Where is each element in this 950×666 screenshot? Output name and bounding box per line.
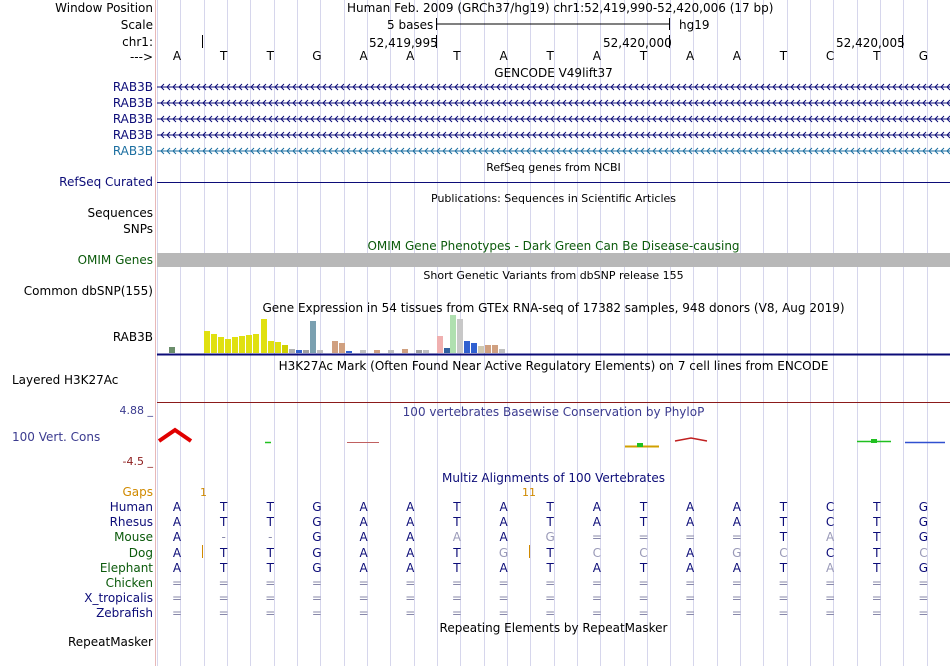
gencode-gene-label[interactable]: RAB3B	[112, 144, 153, 158]
gtex-bar	[289, 349, 295, 353]
alignment-base: A	[172, 560, 182, 575]
alignment-base: A	[359, 560, 368, 575]
base-letter: A	[499, 49, 508, 63]
alignment-base: A	[359, 545, 368, 560]
alignment-base: G	[312, 545, 322, 560]
alignment-base: A	[172, 530, 182, 545]
gtex-bar	[303, 350, 309, 353]
repeatmasker-label[interactable]: RepeatMasker	[67, 635, 153, 649]
alignment-base: =	[218, 606, 229, 621]
base-letter: A	[686, 49, 695, 63]
gencode-gene-label[interactable]: RAB3B	[112, 80, 153, 94]
alignment-base: T	[546, 500, 554, 514]
alignment-base: =	[685, 530, 696, 545]
base-letter: C	[825, 49, 835, 63]
gtex-bar	[339, 343, 345, 353]
gap-count: 11	[522, 486, 536, 499]
alignment-base: A	[732, 500, 741, 514]
window-position-label: Window Position	[55, 1, 153, 15]
alignment-base: T	[453, 500, 461, 514]
alignment-base: =	[405, 591, 416, 606]
omim-track-title[interactable]: OMIM Gene Phenotypes - Dark Green Can Be Disease-causing	[367, 239, 740, 253]
label-divider	[155, 0, 156, 666]
base-letter: A	[592, 49, 601, 63]
base-letter: T	[266, 49, 274, 63]
alignment-base: T	[219, 515, 228, 530]
alignment-base: =	[545, 591, 556, 606]
alignment-base: T	[219, 545, 228, 560]
alignment-base: A	[359, 515, 368, 530]
phylop-mark	[871, 439, 877, 443]
gtex-bar	[246, 335, 252, 353]
alignment-base: =	[685, 576, 696, 590]
alignment-base: A	[172, 500, 182, 514]
alignment-base: =	[871, 606, 882, 621]
alignment-base: T	[266, 545, 274, 560]
alignment-base: C	[825, 545, 835, 560]
species-label[interactable]: Rhesus	[109, 515, 153, 530]
alignment-base: A	[359, 530, 368, 545]
gtex-bar	[437, 336, 443, 353]
alignment-base: =	[358, 606, 369, 621]
repeatmasker-track-title[interactable]: Repeating Elements by RepeatMasker	[439, 621, 668, 635]
gap-count: 1	[200, 486, 207, 499]
gtex-bar	[423, 350, 429, 353]
scale-bar-text: 5 bases	[387, 18, 434, 32]
alignment-base: A	[406, 530, 415, 545]
chrom-label: chr1:	[122, 35, 153, 49]
alignment-base: =	[638, 576, 649, 590]
h3k27ac-track-title[interactable]: H3K27Ac Mark (Often Found Near Active Regulatory Elements) on 7 cell lines from ENCODE	[278, 359, 829, 373]
gencode-gene-label[interactable]: RAB3B	[112, 112, 153, 126]
alignment-base: =	[685, 606, 696, 621]
alignment-base: =	[918, 576, 929, 590]
alignment-base: =	[825, 591, 836, 606]
gtex-bar	[416, 350, 422, 353]
base-letter: G	[312, 49, 322, 63]
alignment-base: C	[919, 545, 928, 560]
alignment-base: G	[918, 560, 929, 575]
alignment-base: T	[779, 560, 788, 575]
alignment-base: A	[499, 515, 508, 530]
alignment-base: G	[312, 500, 322, 514]
alignment-base: =	[405, 576, 416, 590]
base-letter: A	[732, 49, 741, 63]
gtex-bar	[204, 331, 210, 353]
scale-label: Scale	[120, 18, 153, 32]
gtex-bar	[464, 341, 470, 353]
gtex-bar	[261, 319, 267, 353]
alignment-base: A	[825, 530, 835, 545]
alignment-base: =	[218, 576, 229, 590]
gtex-bar	[317, 350, 323, 353]
alignment-base: =	[918, 591, 929, 606]
species-label[interactable]: Chicken	[105, 576, 153, 590]
alignment-base: =	[591, 591, 602, 606]
alignment-base: =	[265, 576, 276, 590]
gtex-bar	[296, 350, 302, 353]
alignment-base: T	[546, 560, 554, 575]
species-label[interactable]: Human	[109, 500, 153, 514]
alignment-base: -	[268, 530, 273, 545]
phylop-label[interactable]: 100 Vert. Cons	[12, 430, 101, 444]
alignment-base: T	[219, 500, 228, 514]
gtex-bar	[485, 345, 491, 353]
gtex-label[interactable]: RAB3B	[112, 330, 153, 344]
alignment-base: G	[918, 530, 929, 545]
alignment-base: =	[405, 606, 416, 621]
alignment-base: A	[452, 530, 461, 545]
sequences-label[interactable]: Sequences	[87, 206, 153, 220]
alignment-base: =	[311, 606, 322, 621]
alignment-base: T	[266, 515, 274, 530]
dbsnp-track-title[interactable]: Short Genetic Variants from dbSNP release 155	[423, 269, 684, 282]
alignment-base: T	[873, 560, 881, 575]
base-letter: T	[639, 49, 648, 63]
alignment-base: A	[686, 500, 695, 514]
gtex-bar	[402, 349, 408, 353]
coord-label: 52,420,005	[836, 36, 905, 50]
alignment-base: A	[825, 560, 835, 575]
alignment-base: =	[871, 591, 882, 606]
phylop-peak	[159, 430, 191, 441]
strand-label: --->	[129, 50, 153, 64]
alignment-base: =	[451, 576, 462, 590]
alignment-base: =	[731, 591, 742, 606]
gtex-bar	[444, 348, 450, 353]
alignment-base: =	[171, 606, 183, 621]
alignment-base: T	[639, 560, 648, 575]
base-letter: T	[546, 49, 554, 63]
alignment-base: G	[918, 500, 929, 514]
alignment-base: =	[778, 576, 789, 590]
base-letter: T	[779, 49, 788, 63]
coord-label: 52,419,995	[369, 36, 438, 50]
alignment-base: A	[406, 500, 415, 514]
gtex-bar	[218, 337, 224, 353]
species-label[interactable]: X_tropicalis	[84, 591, 153, 606]
alignment-base: =	[265, 606, 276, 621]
alignment-base: =	[545, 576, 556, 590]
coord-label: 52,420,000	[603, 36, 672, 50]
gtex-bar	[346, 351, 352, 353]
alignment-base: A	[592, 515, 601, 530]
alignment-base: T	[266, 500, 274, 514]
species-label[interactable]: Elephant	[99, 560, 153, 575]
phylop-mark	[675, 438, 707, 441]
gtex-bar	[478, 346, 484, 353]
alignment-base: =	[638, 530, 649, 545]
alignment-base: A	[359, 500, 368, 514]
alignment-base: A	[172, 545, 182, 560]
alignment-base: =	[591, 530, 602, 545]
alignment-base: T	[453, 515, 461, 530]
alignment-base: T	[873, 500, 881, 514]
gtex-bar	[492, 345, 498, 353]
phylop-max-label: 4.88 _	[119, 404, 153, 417]
alignment-base: C	[779, 545, 788, 560]
alignment-base: T	[453, 545, 461, 560]
alignment-base: =	[778, 591, 789, 606]
alignment-base: T	[219, 560, 228, 575]
alignment-base: A	[732, 515, 741, 530]
assembly-position-text: Human Feb. 2009 (GRCh37/hg19) chr1:52,419,990-52,420,006 (17 bp)	[347, 1, 774, 15]
alignment-base: =	[591, 576, 602, 590]
alignment-base: T	[639, 500, 648, 514]
alignment-base: C	[592, 545, 602, 560]
base-letter: A	[172, 49, 182, 63]
gtex-bar	[374, 350, 380, 353]
gtex-bar	[239, 336, 245, 353]
alignment-base: =	[171, 591, 183, 606]
alignment-base: T	[453, 560, 461, 575]
browser-tracks-panel[interactable]	[157, 0, 950, 666]
alignment-base: =	[498, 606, 509, 621]
omim-bar	[157, 253, 950, 267]
gtex-bar	[225, 339, 231, 353]
alignment-base: T	[873, 515, 881, 530]
phylop-mark	[637, 443, 643, 447]
gtex-bar	[169, 347, 175, 353]
alignment-base: A	[406, 545, 415, 560]
alignment-base: =	[498, 591, 509, 606]
alignment-base: T	[873, 545, 881, 560]
alignment-base: =	[778, 606, 789, 621]
track-labels-panel	[0, 0, 155, 666]
gtex-bar	[268, 341, 274, 353]
gtex-track-title[interactable]: Gene Expression in 54 tissues from GTEx RNA-seq of 17382 samples, 948 donors (V8, Aug 2019)	[262, 301, 845, 315]
alignment-base: =	[591, 606, 602, 621]
alignment-base: A	[686, 560, 695, 575]
alignment-base: G	[312, 515, 322, 530]
alignment-base: =	[171, 576, 183, 590]
gtex-bar	[310, 321, 316, 353]
gtex-bar	[450, 315, 456, 353]
gtex-bar	[360, 350, 366, 353]
alignment-base: T	[546, 515, 554, 530]
alignment-base: =	[545, 606, 556, 621]
alignment-base: C	[825, 515, 835, 530]
alignment-base: G	[918, 515, 929, 530]
publications-track-title[interactable]: Publications: Sequences in Scientific Articles	[431, 192, 676, 205]
alignment-base: A	[592, 560, 601, 575]
gtex-bar	[211, 334, 217, 353]
alignment-base: G	[732, 545, 742, 560]
alignment-base: T	[779, 500, 788, 514]
alignment-base: A	[499, 500, 508, 514]
scale-db-text: hg19	[679, 18, 710, 32]
base-letter: T	[873, 49, 881, 63]
gtex-bar	[253, 334, 259, 353]
alignment-base: A	[172, 515, 182, 530]
alignment-base: T	[266, 560, 274, 575]
alignment-base: =	[451, 606, 462, 621]
gencode-track-title[interactable]: GENCODE V49lift37	[494, 66, 613, 80]
base-letter: G	[918, 49, 929, 63]
gtex-bar	[282, 345, 288, 353]
alignment-base: =	[918, 606, 929, 621]
refseq-track-title[interactable]: RefSeq genes from NCBI	[486, 161, 621, 174]
dbsnp-label[interactable]: Common dbSNP(155)	[23, 284, 153, 298]
alignment-base: A	[686, 515, 695, 530]
alignment-base: A	[406, 560, 415, 575]
base-letter: A	[406, 49, 415, 63]
gtex-bar	[499, 349, 505, 353]
gencode-gene-label[interactable]: RAB3B	[112, 96, 153, 110]
alignment-base: =	[731, 606, 742, 621]
alignment-base: T	[779, 515, 788, 530]
alignment-base: A	[732, 560, 741, 575]
gencode-gene-label[interactable]: RAB3B	[112, 128, 153, 142]
gtex-bar	[232, 337, 238, 353]
alignment-base: G	[498, 545, 509, 560]
alignment-base: =	[498, 576, 509, 590]
alignment-base: =	[358, 591, 369, 606]
alignment-base: C	[639, 545, 648, 560]
base-letter: T	[453, 49, 461, 63]
alignment-base: =	[265, 591, 276, 606]
alignment-base: =	[871, 576, 882, 590]
h3k27ac-label[interactable]: Layered H3K27Ac	[12, 373, 119, 387]
gaps-label[interactable]: Gaps	[122, 485, 153, 499]
alignment-base: A	[406, 515, 415, 530]
refseq-label[interactable]: RefSeq Curated	[59, 175, 153, 189]
alignment-base: G	[312, 530, 322, 545]
species-label[interactable]: Mouse	[114, 530, 153, 545]
alignment-base: =	[638, 591, 649, 606]
alignment-base: A	[499, 530, 508, 545]
gtex-bar	[275, 342, 281, 353]
base-letter: A	[359, 49, 368, 63]
omim-label[interactable]: OMIM Genes	[77, 253, 153, 267]
alignment-base: =	[218, 591, 229, 606]
phylop-track-title[interactable]: 100 vertebrates Basewise Conservation by PhyloP	[402, 405, 705, 419]
alignment-base: -	[221, 530, 226, 545]
alignment-base: G	[545, 530, 555, 545]
alignment-base: =	[451, 591, 462, 606]
phylop-min-label: -4.5 _	[122, 455, 153, 468]
gtex-bar	[457, 319, 463, 353]
multiz-track-title[interactable]: Multiz Alignments of 100 Vertebrates	[441, 471, 666, 485]
alignment-base: T	[873, 530, 881, 545]
alignment-base: =	[685, 591, 696, 606]
alignment-base: C	[825, 500, 835, 514]
base-letter: T	[219, 49, 228, 63]
gtex-bar	[471, 343, 477, 353]
snps-label[interactable]: SNPs	[123, 222, 153, 236]
gtex-bar	[388, 350, 394, 353]
alignment-base: T	[779, 530, 788, 545]
alignment-base: =	[311, 576, 322, 590]
alignment-base: =	[311, 591, 322, 606]
alignment-base: A	[686, 545, 695, 560]
alignment-base: =	[731, 530, 742, 545]
gtex-bar	[332, 341, 338, 353]
species-label[interactable]: Dog	[128, 545, 153, 560]
alignment-base: =	[825, 576, 836, 590]
alignment-base: G	[312, 560, 322, 575]
alignment-base: T	[546, 545, 554, 560]
alignment-base: =	[358, 576, 369, 590]
alignment-base: =	[731, 576, 742, 590]
alignment-base: A	[499, 560, 508, 575]
alignment-base: T	[639, 515, 648, 530]
species-label[interactable]: Zebrafish	[96, 606, 153, 621]
alignment-base: =	[825, 606, 836, 621]
alignment-base: A	[592, 500, 601, 514]
alignment-base: =	[638, 606, 649, 621]
